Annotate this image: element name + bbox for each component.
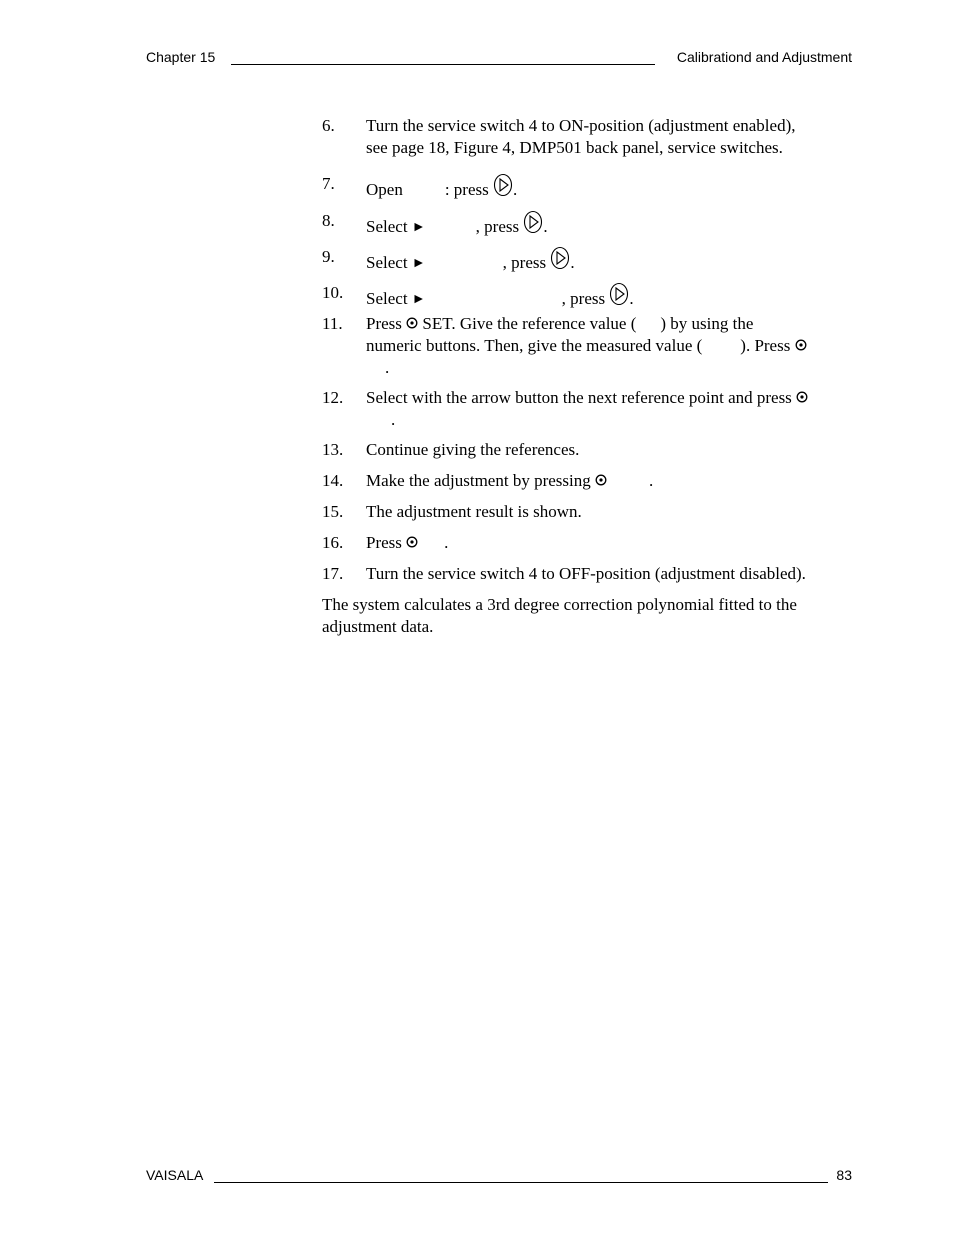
step-number: 12. (322, 388, 344, 407)
step-text: ). Press (740, 336, 791, 355)
step-number: 16. (322, 533, 344, 552)
chapter-title: Calibrationd and Adjustment (676, 49, 852, 65)
company-name: VAISALA (146, 1167, 204, 1183)
play-button-icon (523, 210, 543, 234)
step-text: Select (366, 289, 408, 308)
ok-button-icon (406, 536, 418, 548)
step-text: Turn the service switch 4 to OFF-position (adjustment disabled). (366, 564, 806, 583)
header-rule (231, 64, 655, 65)
step-number: 17. (322, 564, 344, 583)
step-10: 10. Select ► , press . (322, 283, 634, 308)
step-number: 10. (322, 283, 344, 302)
step-6 (322, 115, 862, 161)
step-number: 8. (322, 211, 335, 230)
step-text: Make the adjustment by pressing (366, 471, 591, 490)
body-paragraph: The system calculates a 3rd degree correction polynomial fitted to the adjustment data. (322, 595, 797, 636)
step-11: 11. Press SET. Give the reference value ( ) by using the numeric buttons. Then, give the measured value ( ). Press . (322, 313, 862, 381)
step-text: Continue giving the references. (366, 440, 580, 459)
footer-rule (214, 1182, 828, 1183)
play-button-icon (609, 282, 629, 306)
step-text: Open (366, 180, 403, 199)
step-number: 15. (322, 502, 344, 521)
step-text: Press (366, 314, 402, 333)
page-number: 83 (836, 1167, 852, 1183)
step-text: , press (475, 217, 520, 236)
step-text: SET. Give the reference value ( (422, 314, 637, 333)
step-number: 7. (322, 174, 335, 193)
ok-button-icon (796, 391, 808, 403)
step-text: numeric buttons. Then, give the measured value ( (366, 336, 703, 355)
step-number: 14. (322, 471, 344, 490)
step-7: 7. Open : press . (322, 174, 518, 199)
step-number: 6. (322, 116, 335, 135)
step-number: 11. (322, 314, 343, 333)
step-14: 14. Make the adjustment by pressing . (322, 471, 654, 490)
select-arrow-icon: ► (411, 292, 426, 307)
step-text: : press (444, 180, 489, 199)
step-text: Select (366, 217, 408, 236)
play-button-icon (493, 173, 513, 197)
step-16: 16. Press . (322, 533, 449, 552)
step-text: Press (366, 533, 402, 552)
step-8: 8. Select ► , press . (322, 211, 548, 236)
select-arrow-icon: ► (411, 256, 426, 271)
step-text: The adjustment result is shown. (366, 502, 582, 521)
step-9: 9. Select ► , press . (322, 247, 575, 272)
step-13 (322, 439, 862, 463)
chapter-label: Chapter 15 (146, 49, 216, 65)
page-footer (146, 1167, 852, 1187)
step-text-line: Turn the service switch 4 to ON-position (adjustment enabled), (366, 116, 796, 135)
step-17 (322, 563, 862, 587)
step-text: ) by using the (660, 314, 754, 333)
ok-button-icon (595, 474, 607, 486)
step-number: 9. (322, 247, 335, 266)
step-text: Select with the arrow button the next reference point and press (366, 388, 792, 407)
page-header (146, 49, 852, 69)
select-arrow-icon: ► (411, 220, 426, 235)
ok-button-icon (406, 317, 418, 329)
step-text: , press (502, 253, 547, 272)
step-12: 12. Select with the arrow button the next reference point and press . (322, 387, 862, 433)
step-text: Select (366, 253, 408, 272)
step-text-line: see page 18, Figure 4, DMP501 back panel, service switches. (366, 138, 783, 157)
step-15 (322, 501, 862, 525)
play-button-icon (550, 246, 570, 270)
ok-button-icon (795, 339, 807, 351)
step-text: , press (561, 289, 606, 308)
step-number: 13. (322, 440, 344, 459)
